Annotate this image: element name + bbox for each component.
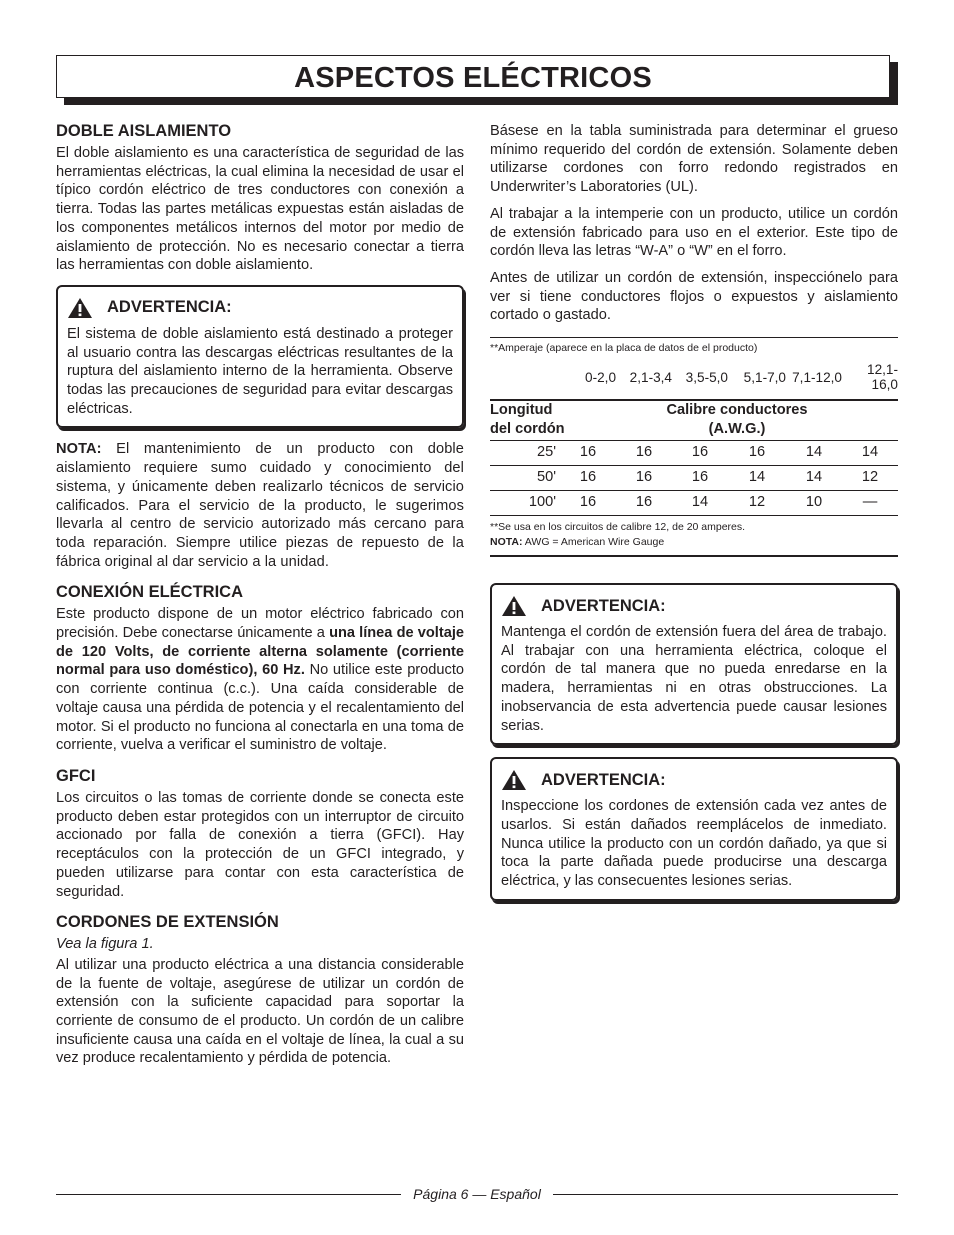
amp-range: 7,1-12,0 [792,369,842,385]
gauge-cell: 16 [560,441,616,466]
amp-range: 2,1-3,4 [629,369,672,385]
note-body: El mantenimiento de un producto con doble aislamiento requiere sumo cuidado y conocimiento del sistema, y únicamente deben realizarlo técnicos de servicio calificados. Para el servicio de la producto, le sugerimos llevarla al centro de servicio autorizado más cercano para toda reparación. Siempre utilice piezas de repuesto de la fábrica original al dar servicio a la unidad. [56,441,464,570]
note-label: NOTA: [56,441,102,458]
electrical-connection-heading: CONEXIÓN ELÉCTRICA [56,583,244,602]
page-footer [56,1183,898,1203]
electrical-connection-text-start: Este producto dispone de un motor eléctrico fabricado con precisión. Debe conectarse únicamente a [56,606,464,642]
table-row [490,491,898,516]
gauge-cell: 14 [728,466,786,491]
amp-range: 0-2,0 [585,369,616,385]
left-column [56,120,464,1068]
gauge-cell: 16 [616,491,672,516]
gauge-cell: 14 [786,466,842,491]
double-insulation-heading: DOBLE AISLAMIENTO [56,122,232,140]
amperage-note: **Amperaje (aparece en la placa de datos de el producto) [490,342,758,355]
page-title: ASPECTOS ELÉCTRICOS [294,62,652,94]
warning-header [501,595,887,617]
warning-triangle-icon [67,297,93,319]
cord-length-cell: 25' [490,441,560,466]
warning-title: ADVERTENCIA: [107,298,232,317]
warning-title: ADVERTENCIA: [541,770,666,789]
footer-text: Página 6 — Español [401,1186,553,1202]
gauge-cell: 16 [560,491,616,516]
warning-triangle-icon [501,769,527,791]
warning-header [501,769,887,791]
gauge-cell: 16 [560,466,616,491]
maintenance-note [56,440,464,571]
warning-triangle-icon [501,595,527,617]
cord-length-header: Longitud del cordón [490,400,616,441]
cord-length-cell: 100' [490,491,560,516]
cord-gauge-table-block [490,337,898,557]
warning-title: ADVERTENCIA: [541,596,666,615]
gauge-cell: 14 [786,441,842,466]
warning-box-cord-placement [490,583,898,745]
gauge-cell: — [842,491,898,516]
amp-range: 5,1-7,0 [743,369,786,385]
table-row [490,441,898,466]
gauge-cell: 16 [728,441,786,466]
warning-box-double-insulation [56,285,464,429]
gauge-header: Calibre conductores (A.W.G.) [616,400,898,441]
amperage-header-row [490,356,898,400]
circuit-footnote: **Se usa en los circuitos de calibre 12, de 20 amperes. [490,521,746,534]
awg-note: NOTA: AWG = American Wire Gauge [490,536,665,549]
gfci-body: Los circuitos o las tomas de corriente donde se conecta este producto deben estar protegidos con un interruptor de circuito accionado por falla de conexión a tierra (GFCI). Hay receptáculos con la protección de un GFCI integrado, y pueden utilizarse para contar con esta característica de seguridad. [56,789,464,900]
gauge-cell: 14 [842,441,898,466]
right-column [490,122,898,913]
gauge-cell: 12 [842,466,898,491]
electrical-connection-body [56,605,464,755]
double-insulation-body: El doble aislamiento es una característica de seguridad de las herramientas eléctricas, la cual elimina la necesidad de usar el típico cordón eléctrico de tres conductores con conexión a tierra. Todas las partes metálicas expuestas están aisladas de los componentes metálicos internos del motor por medio de aislamiento de protección. No es necesario conectar a tierra las herramientas con doble aislamiento. [56,145,464,274]
gauge-cell: 14 [672,491,728,516]
cord-length-cell: 50' [490,466,560,491]
amp-range: 12,1-16,0 [867,362,898,393]
gauge-cell: 16 [616,466,672,491]
gfci-heading: GFCI [56,766,96,785]
cord-gauge-table [490,356,898,516]
electrical-connection-text-end: No utilice este producto con corriente continua (c.c.). Una caída considerable de voltaje causa una pérdida de potencia y el recalentamiento del motor. Si el producto no funciona al conectarla en una toma de corriente, vuelva a verificar el suministro de voltaje. [56,662,464,754]
inspect-cord-paragraph: Antes de utilizar un cordón de extensión, inspecciónelo para ver si tiene conductores flojos o expuestos y aislamiento cortado o gastado. [490,269,898,324]
page-title-banner [56,55,890,98]
warning-header [67,297,453,319]
warning-body: El sistema de doble aislamiento está destinado a proteger al usuario contra las descargas eléctricas resultantes de la ruptura del aislamiento interno de la herramienta. Observe todas las precauciones de seguridad para evitar descargas eléctricas. [67,325,453,417]
extension-cords-heading: CORDONES DE EXTENSIÓN [56,913,279,932]
see-figure-note: Vea la figura 1. [56,936,154,953]
cord-size-paragraph: Básese en la tabla suministrada para determinar el grueso mínimo requerido del cordón de extensión. Solamente deben utilizarse cordones con forro redondo registrados en Underwriter’s Laboratories (UL). [490,123,898,196]
amp-range: 3,5-5,0 [685,369,728,385]
gauge-cell: 16 [616,441,672,466]
table-footnotes [490,516,898,555]
warning-body: Inspeccione los cordones de extensión cada vez antes de usarlos. Si están dañados reemplácelos de inmediato. Nunca utilice la producto con un cordón dañado, ya que si toca la parte dañada puede producirse una descarga eléctrica, y las consecuentes lesiones serias. [501,798,887,890]
gauge-cell: 12 [728,491,786,516]
warning-body: Mantenga el cordón de extensión fuera del área de trabajo. Al trabajar con una herramienta eléctrica, coloque el cordón de tal manera que no pueda enredarse en la madera, herramientas ni en otras obstrucciones. La inobservancia de esta advertencia puede causar lesiones serias. [501,624,887,734]
table-header-row [490,400,898,441]
extension-cords-body: Al utilizar una producto eléctrica a una distancia considerable de la fuente de voltaje, asegúrese de utilizar un cordón de extensión con la suficiente capacidad para soportar la corriente de consumo de el producto. Un cordón de un calibre insuficiente causa una caída en el voltaje de línea, la cual a su vez produce recalentamiento y pérdida de potencia. [56,956,464,1067]
gauge-cell: 16 [672,466,728,491]
gauge-cell: 10 [786,491,842,516]
outdoor-cord-paragraph: Al trabajar a la intemperie con un producto, utilice un cordón de extensión fabricado para uso en el exterior. Este tipo de cordón lleva las letras “W-A” o “W” en el forro. [490,205,898,260]
gauge-cell: 16 [672,441,728,466]
table-row [490,466,898,491]
warning-box-cord-inspection [490,757,898,901]
electrical-connection-text-bold: una línea de voltaje de 120 Volts, de corriente alterna solamente (corriente normal para uso doméstico), 60 Hz. [56,625,464,679]
